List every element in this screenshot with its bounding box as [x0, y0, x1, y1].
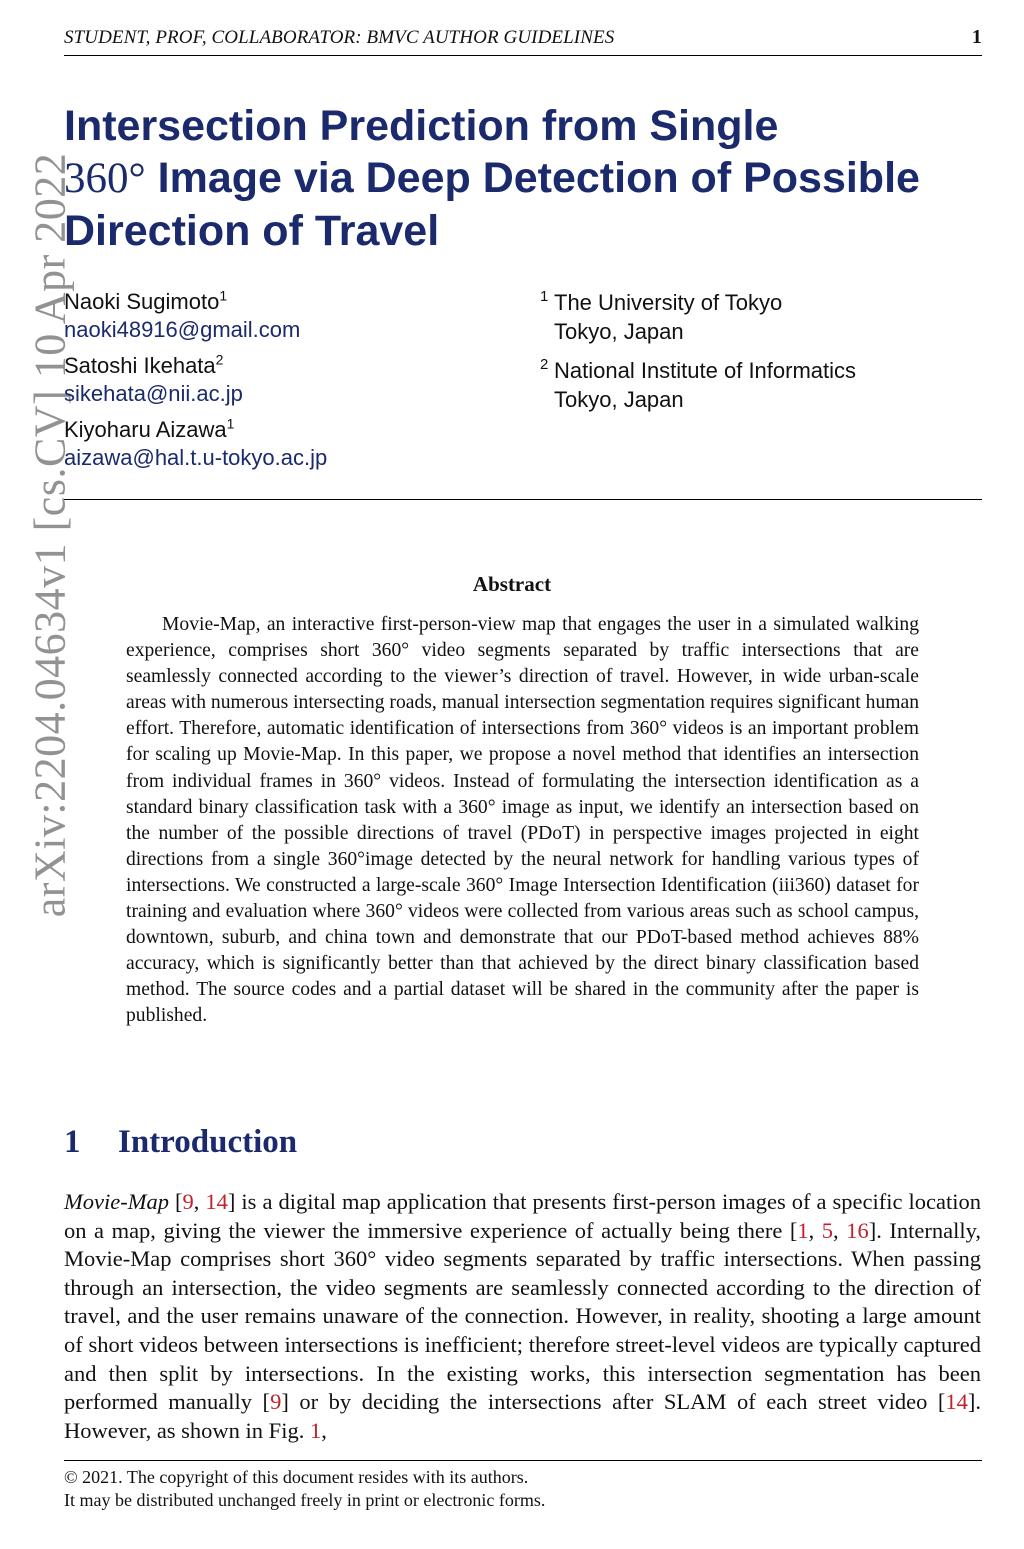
citation-link[interactable]: 9	[182, 1189, 194, 1214]
paper-title	[64, 100, 964, 257]
footer-divider	[64, 1460, 982, 1461]
copyright-footer	[64, 1466, 545, 1512]
author-email[interactable]: aizawa@hal.t.u-tokyo.ac.jp	[64, 445, 328, 470]
author-name: Satoshi Ikehata$^2$	[64, 351, 224, 378]
introduction-paragraph: Movie-Map [9, 14] is a digital map application that presents first-person images of a specific location on a map, giving the viewer the immersive experience of actually being there [1, 5, 16]. Internally, Movie-Map comprises short 360° video segments separated by traffic intersections. When passing through an intersection, the video segments are seamlessly connected according to the direction of travel, and the user remains unaware of the connection. However, in reality, shooting a large amount of short videos between intersections is inefficient; therefore street-level videos are typically captured and then split by intersections. In the existing works, this intersection segmentation has been performed manually [9] or by deciding the intersections after SLAM of each street video [14]. However, as shown in Fig. 1,	[64, 1189, 982, 1443]
affil-name: National Institute of Informatics	[554, 358, 857, 383]
title-line-1: Intersection Prediction from Single	[64, 102, 779, 150]
author-email[interactable]: naoki48916@gmail.com	[64, 317, 301, 342]
author-name: Naoki Sugimoto$^1$	[64, 287, 228, 314]
title-degree: 360°	[64, 155, 146, 202]
author-name: Kiyoharu Aizawa$^1$	[64, 415, 235, 442]
author-email[interactable]: sikehata@nii.ac.jp	[64, 381, 243, 406]
page-number: 1	[971, 26, 982, 48]
author-list	[64, 288, 327, 480]
citation-link[interactable]: 14	[945, 1389, 968, 1415]
distribution-line: It may be distributed unchanged freely in print or electronic forms.	[64, 1490, 546, 1510]
section-heading-introduction	[64, 1124, 297, 1161]
title-line-2-rest: Image via Deep Detection of Possible	[145, 154, 920, 202]
citation-link[interactable]: 14	[205, 1189, 228, 1214]
citation-link[interactable]: 9	[270, 1389, 282, 1415]
affiliation	[540, 288, 856, 346]
affiliation-list	[540, 288, 856, 424]
affil-location: Tokyo, Japan	[554, 319, 684, 344]
abstract-heading: Abstract	[472, 572, 552, 596]
affil-mark: 1	[540, 288, 549, 305]
title-line-2	[64, 152, 964, 205]
arxiv-stamp[interactable]: arXiv:2204.04634v1 [cs.CV] 10 Apr 2022	[25, 152, 75, 918]
citation-link[interactable]: 16	[846, 1217, 869, 1243]
copyright-line: © 2021. The copyright of this document resides with its authors.	[64, 1467, 529, 1487]
affiliation	[540, 356, 856, 414]
running-header	[64, 26, 982, 56]
affil-mark: 2	[540, 356, 549, 373]
title-line-3: Direction of Travel	[64, 207, 440, 255]
citation-link[interactable]: 1	[797, 1217, 809, 1243]
affil-location: Tokyo, Japan	[554, 387, 684, 412]
figure-link[interactable]: 1	[309, 1417, 322, 1443]
citation-link[interactable]: 5	[821, 1217, 834, 1243]
title-divider	[64, 499, 982, 500]
section-title: Introduction	[118, 1124, 298, 1160]
movie-map-term: Movie-Map	[64, 1189, 169, 1214]
author-affil-mark: 2	[215, 351, 224, 368]
section-number: 1	[64, 1124, 81, 1160]
abstract-body: Movie-Map, an interactive first-person-view map that engages the user in a simulated walking experience, comprises short 360° video segments separated by traffic intersections that are seamlessly connected according to the viewer’s direction of travel. However, in wide urban-scale areas with numerous intersecting roads, manual intersection segmentation requires significant human effort. Therefore, automatic identification of intersections from 360° videos is an important problem for scaling up Movie-Map. In this paper, we propose a novel method that identifies an intersection from individual frames in 360° videos. Instead of formulating the intersection identification as a standard binary classification task with a 360° image as input, we identify an intersection based on the number of the possible directions of travel (PDoT) in perspective images projected in eight directions from a single 360°image detected by the neural network for handling various types of intersections. We constructed a large-scale 360° Image Intersection Identification (iii360) dataset for training and evaluation where 360° videos were collected from various areas such as school campus, downtown, suburb, and china town and demonstrate that our PDoT-based method achieves 88% accuracy, which is significantly better than that achieved by the direct binary classification based method. The source codes and a partial dataset will be shared in the community after the paper is published.	[126, 614, 919, 1027]
running-title: STUDENT, PROF, COLLABORATOR: BMVC AUTHOR GUIDELINES	[64, 27, 615, 48]
author-affil-mark: 1	[226, 415, 235, 432]
author-affil-mark: 1	[219, 287, 228, 304]
affil-name: The University of Tokyo	[554, 290, 783, 315]
